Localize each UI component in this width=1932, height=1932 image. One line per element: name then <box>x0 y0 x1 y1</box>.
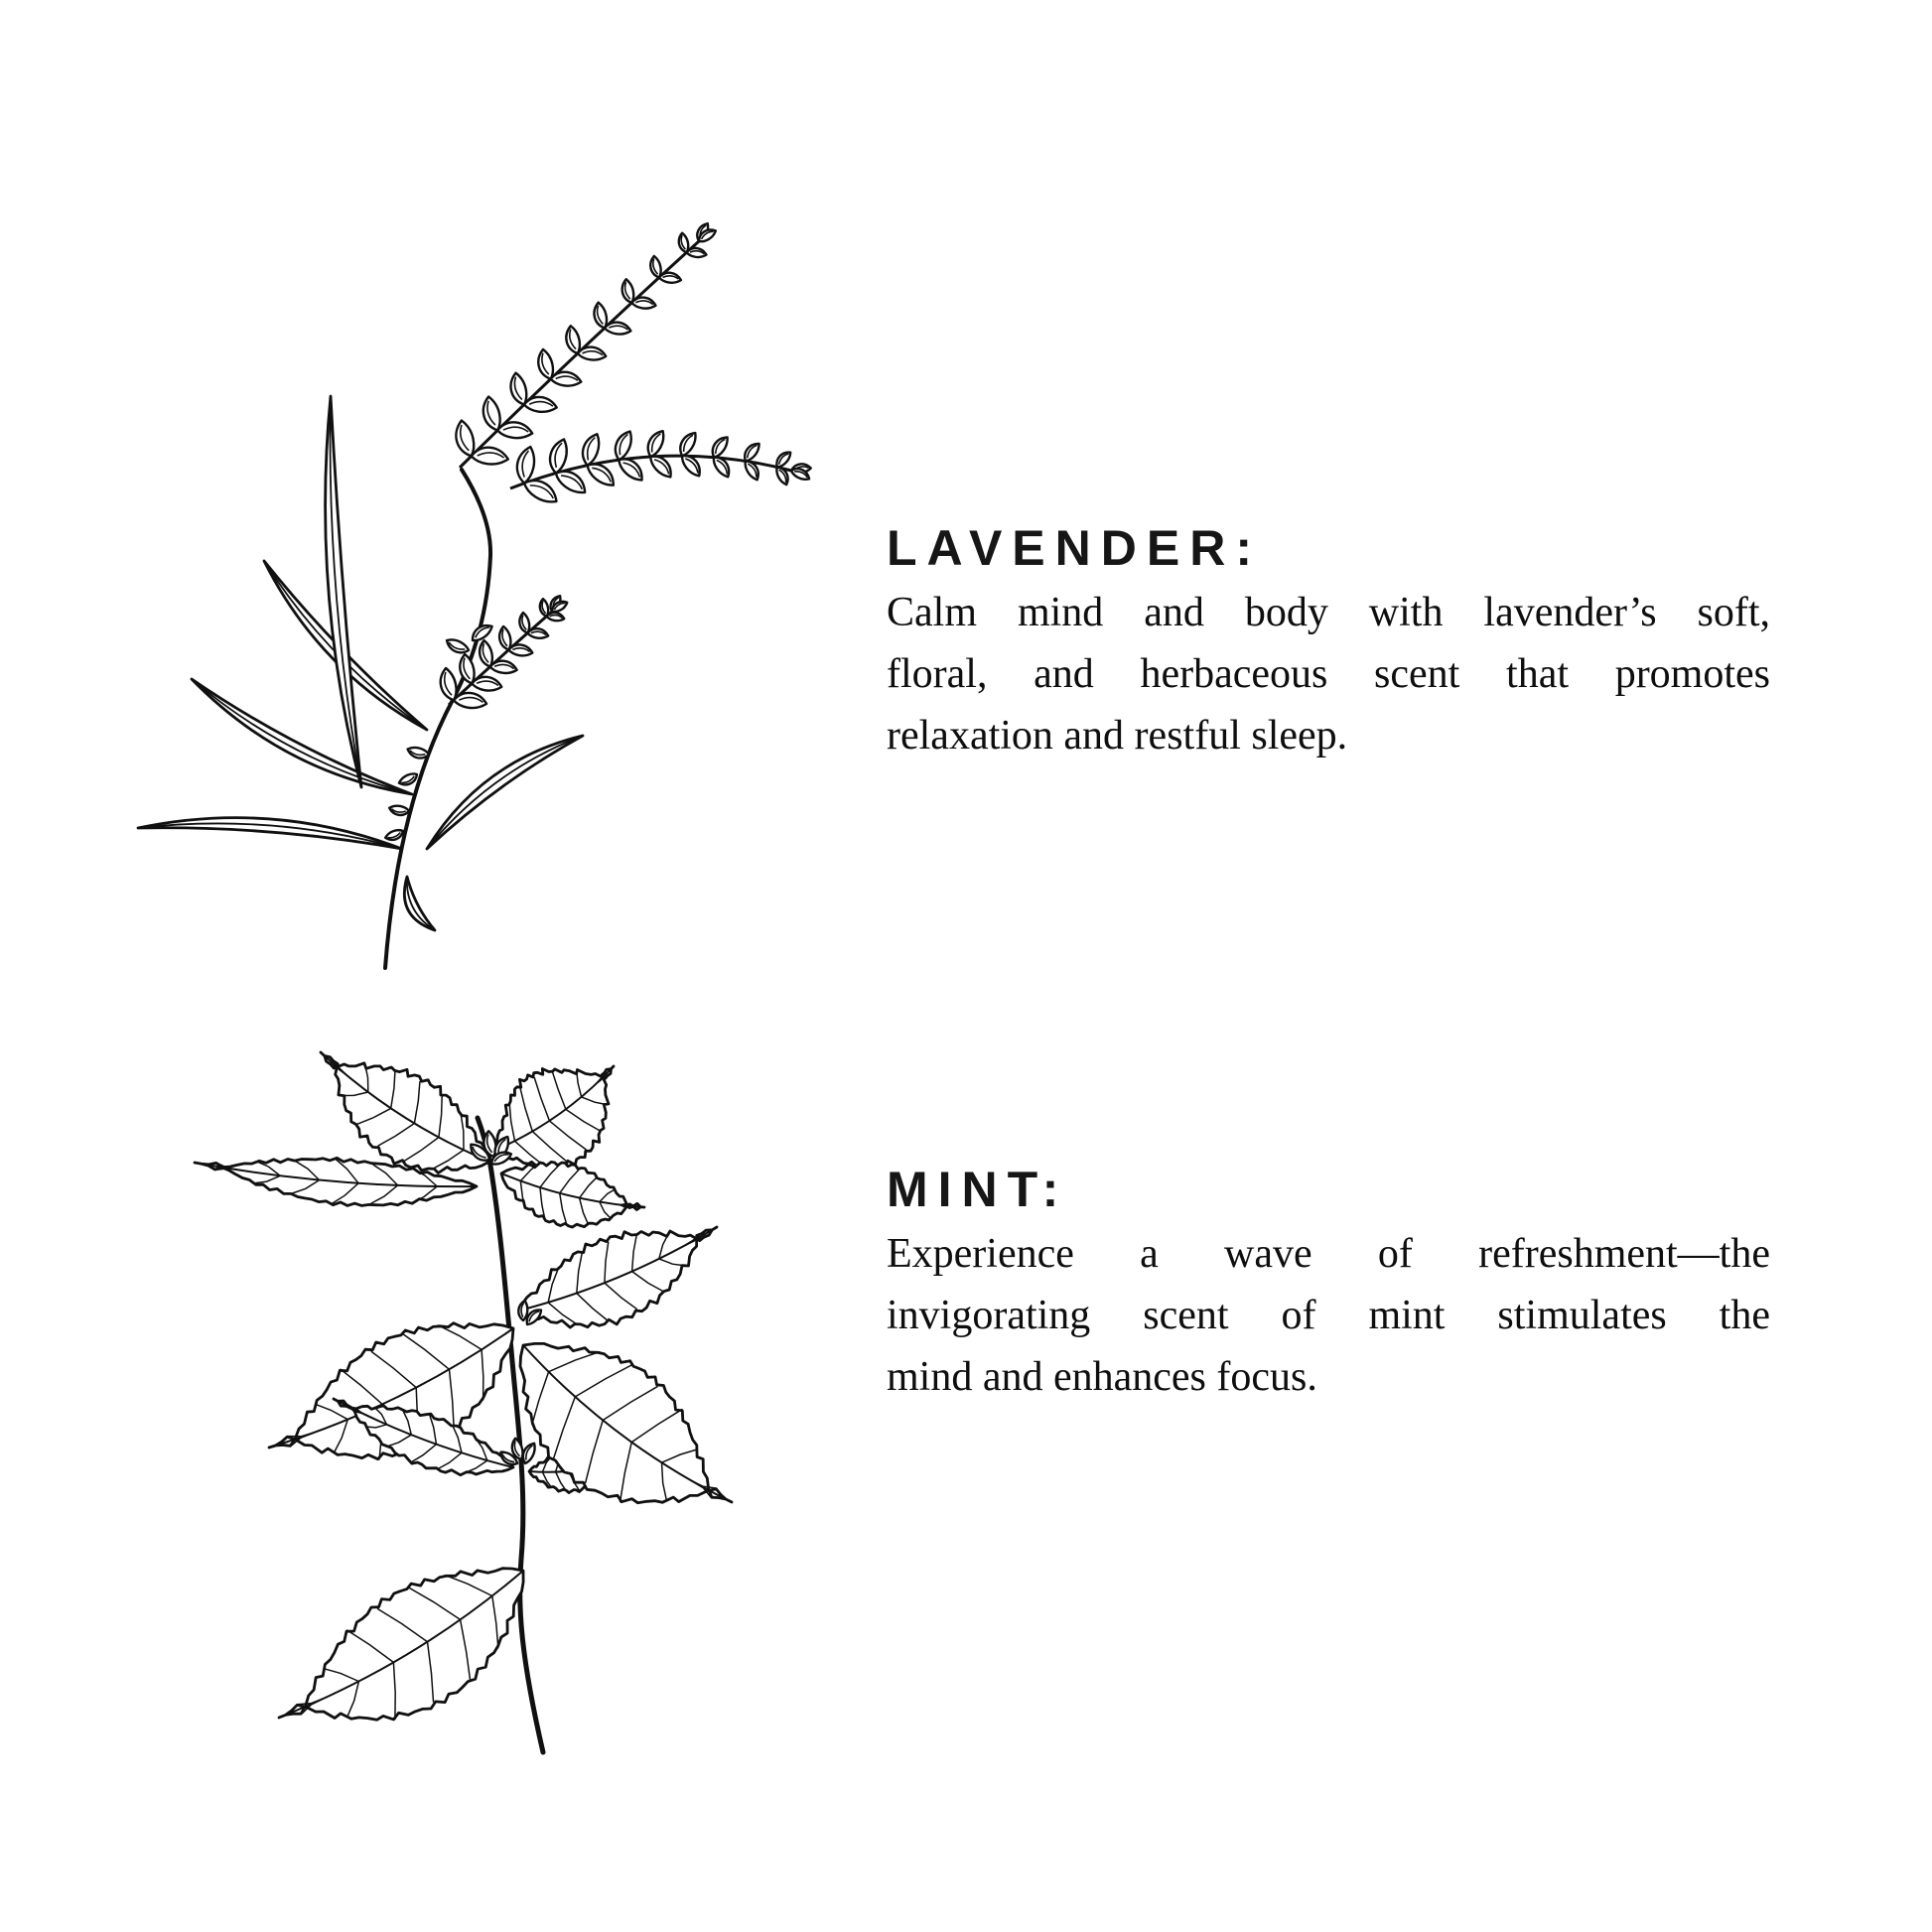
lavender-illustration <box>119 213 834 988</box>
lavender-text-block <box>887 518 1770 766</box>
lavender-body-line-1: Calm mind and body with lavender’s soft, <box>887 590 1770 635</box>
lavender-body-line-2: floral, and herbaceous scent that promotes <box>887 651 1770 697</box>
lavender-heading: LAVENDER: <box>887 520 1262 576</box>
mint-body-line-3: mind and enhances focus. <box>887 1354 1317 1400</box>
mint-text-block <box>887 1160 1770 1408</box>
mint-body-line-2: invigorating scent of mint stimulates the <box>887 1293 1770 1338</box>
mint-heading: MINT: <box>887 1162 1069 1217</box>
mint-body-line-1: Experience a wave of refreshment—the <box>887 1231 1770 1277</box>
mint-illustration <box>174 1023 829 1817</box>
lavender-body-line-3: relaxation and restful sleep. <box>887 713 1348 759</box>
